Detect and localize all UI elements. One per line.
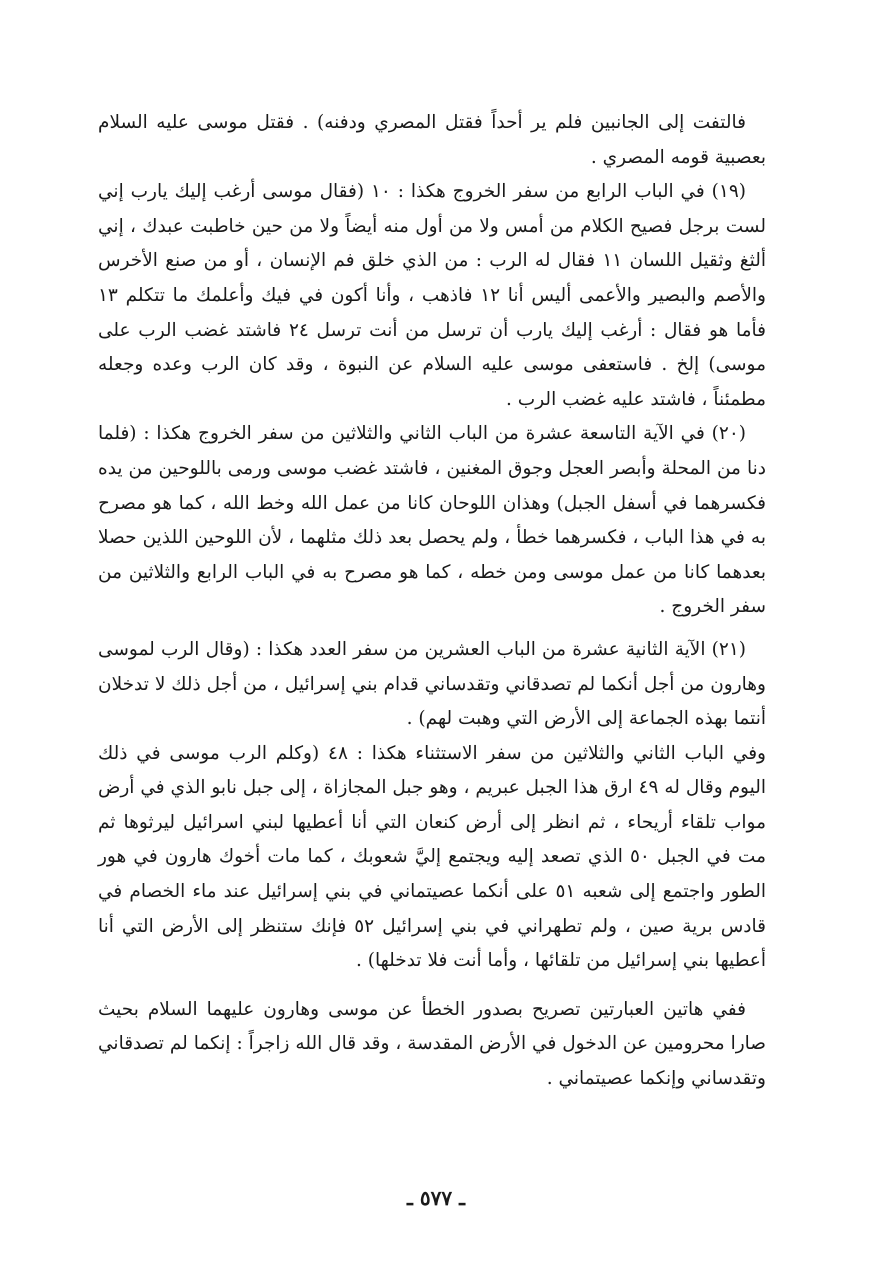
spacer [98,979,766,993]
paragraph-deuteronomy: وفي الباب الثاني والثلاثين من سفر الاستثناء هكذا : ٤٨ (وكلم الرب موسى في ذلك اليوم وقال له ٤٩ ارق هذا الجبل عبريم ، وهو جبل المجازاة ، إلى جبل نابو الذي في أرض مواب تلقاء أريحاء ، ثم انظر إلى أرض كنعان التي أنا أعطيها لبني اسرائيل ليرثوها ثم مت في الجبل ٥٠ الذي تصعد إليه ويجتمع إليَّ شعوبك ، كما مات أخوك هارون في هور الطور واجتمع إلى شعبه ٥١ على أنكما عصيتماني في بني إسرائيل عند ماء الخصام في قادس برية صين ، ولم تطهراني في بني إسرائيل ٥٢ فإنك ستنظر إلى الأرض التي أنا أعطيها بني إسرائيل من تلقائها ، وأما أنت فلا تدخلها) . [98,742,766,972]
page-body [98,106,766,1206]
page-number: ـ ٥٧٧ ـ [407,1186,465,1210]
paragraph-20: (٢٠) في الآية التاسعة عشرة من الباب الثاني والثلاثين من سفر الخروج هكذا : (فلما دنا من المحلة وأبصر العجل وجوق المغنين ، فاشتد غضب موسى ورمى باللوحين من يده فكسرهما في أسفل الجبل) وهذان اللوحان كانا من عمل الله وخط الله ، كما هو مصرح به في هذا الباب ، فكسرهما خطأ ، ولم يحصل بعد ذلك مثلهما ، لأن اللوحين اللذين حصلا بعدهما كانا من عمل موسى ومن خطه ، كما هو مصرح به في الباب الرابع والثلاثين من سفر الخروج . [98,423,766,618]
paragraph-21: (٢١) الآية الثانية عشرة من الباب العشرين من سفر العدد هكذا : (وقال الرب لموسى وهارون من أجل أنكما لم تصدقاني وتقدساني قدام بني إسرائيل ، من أجل ذلك لا تدخلان أنتما بهذه الجماعة إلى الأرض التي وهبت لهم) . [98,638,766,730]
paragraph-19: (١٩) في الباب الرابع من سفر الخروج هكذا : ١٠ (فقال موسى أرغب إليك يارب إني لست برجل فصيح الكلام من أمس ولا من أول منه أيضاً ولا من حين خاطبت عبدك ، إني ألثغ وثقيل اللسان ١١ فقال له الرب : من الذي خلق فم الإنسان ، أو من صنع الأخرس والأصم والبصير والأعمى أليس أنا ١٢ فاذهب ، وأنا أكون في فيك وأعلمك ما تتكلم ١٣ فأما هو فقال : أرغب إليك يارب أن ترسل من أنت ترسل ٢٤ فاشتد غضب الرب على موسى) إلخ . فاستعفى موسى عليه السلام عن النبوة ، وقد كان الرب وعده وجعله مطمئناً ، فاشتد عليه غضب الرب . [98,181,767,410]
paragraph-continuation: فالتفت إلى الجانبين فلم ير أحداً فقتل المصري ودفنه) . فقتل موسى عليه السلام بعصبية قومه المصري . [98,112,766,168]
paragraph-conclusion: ففي هاتين العبارتين تصريح بصدور الخطأ عن موسى وهارون عليهما السلام بحيث صارا محرومين عن الدخول في الأرض المقدسة ، وقد قال الله زاجراً : إنكما لم تصدقاني وتقدساني وإنكما عصيتماني . [98,998,766,1090]
spacer [98,625,766,633]
